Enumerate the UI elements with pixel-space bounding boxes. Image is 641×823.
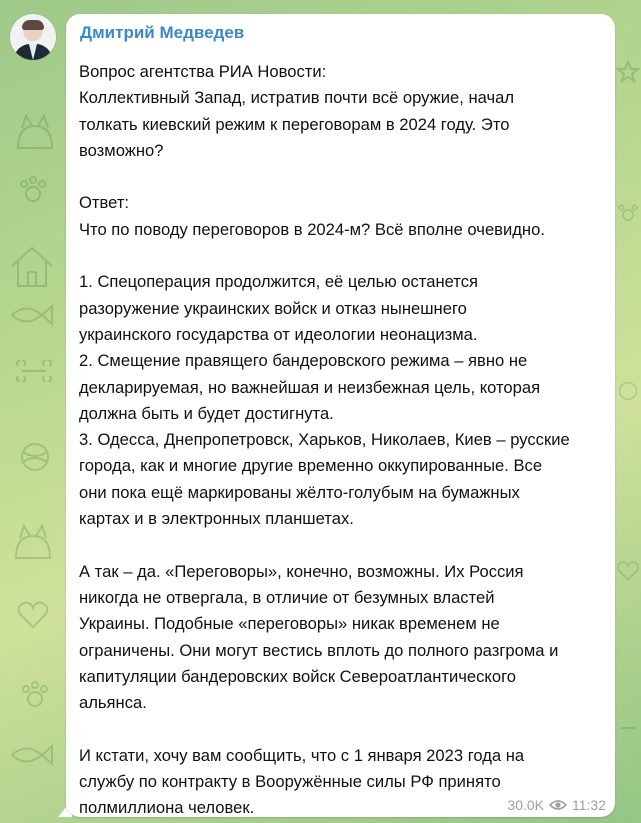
fish-doodle-icon: [8, 740, 56, 770]
message-line: Что по поводу переговоров в 2024-м? Всё вполне очевидно.: [79, 219, 545, 239]
message-line: Ответ:: [79, 193, 130, 213]
message-line: Вопрос агентства РИА Новости:: [79, 62, 327, 81]
message-line: разоружение украинских войск и отказ нынешнего: [79, 298, 467, 318]
message-line: И кстати, хочу вам сообщить, что с 1 января 2023 года на: [79, 745, 525, 765]
message-line: 3. Одесса, Днепропетровск, Харьков, Николаев, Киев – русские: [79, 430, 570, 450]
star-doodle-icon: [616, 60, 640, 84]
cat-doodle-icon: [12, 110, 58, 156]
message-line: [79, 716, 607, 742]
message-line: они пока ещё маркированы жёлто-голубым на бумажных: [79, 482, 520, 502]
message-line: А так – да. «Переговоры», конечно, возможны. Их Россия: [79, 561, 524, 581]
avatar[interactable]: [10, 14, 56, 60]
heart-doodle-icon: [616, 560, 640, 582]
paw-doodle-icon: [20, 680, 50, 710]
author-name[interactable]: Дмитрий Медведев: [80, 23, 245, 42]
message-line: 1. Спецоперация продолжится, её целью останется: [79, 272, 478, 292]
message-meta: [507, 797, 606, 813]
message-line: [79, 532, 607, 558]
message-line: службу по контракту в Вооружённые силы РФ принято: [79, 772, 501, 792]
message-line: Украины. Подобные «переговоры» никак временем не: [79, 614, 500, 634]
ball-doodle-icon: [18, 440, 52, 474]
bone-doodle-icon: [14, 360, 54, 382]
message-line: Коллективный Запад, истратив почти всё оружие, начал: [79, 88, 515, 108]
message-line: города, как и многие другие временно оккупированные. Все: [79, 456, 543, 476]
views-eye-icon: [549, 799, 567, 811]
fish-doodle-icon: [8, 300, 56, 330]
message-line: капитуляции бандеровских войск Североатлантического: [79, 666, 517, 686]
house-doodle-icon: [6, 240, 58, 292]
ball-doodle-icon: [617, 380, 639, 402]
message-line: полмиллиона человек.: [79, 798, 255, 818]
message-line: альянса.: [79, 693, 147, 713]
cat-doodle-icon: [10, 520, 56, 566]
paw-doodle-icon: [18, 175, 48, 205]
message-line: возможно?: [79, 140, 164, 160]
message-bubble[interactable]: [66, 14, 615, 817]
message-time: 11:32: [572, 797, 606, 813]
message-line: должна быть и будет достигнута.: [79, 403, 334, 423]
message-line: [79, 243, 607, 269]
heart-doodle-icon: [16, 600, 50, 630]
avatar-hair: [22, 20, 44, 30]
message-line: декларируемая, но важнейшая и неизбежная цель, которая: [79, 377, 541, 397]
message-line: 2. Смещение правящего бандеровского режима – явно не: [79, 351, 528, 371]
bone-doodle-icon: [616, 720, 640, 736]
paw-doodle-icon: [617, 200, 639, 224]
message-line: толкать киевский режим к переговорам в 2024 году. Это: [79, 114, 510, 134]
message-text: [79, 59, 607, 822]
message-line: [79, 164, 607, 190]
view-count: 30.0K: [507, 797, 544, 813]
message-line: никогда не отвергала, в отличие от безумных властей: [79, 587, 495, 607]
message-line: ограничены. Они могут вестись вплоть до полного разгрома и: [79, 640, 559, 660]
message-line: украинского государства от идеологии неонацизма.: [79, 324, 478, 344]
message-line: картах и в электронных планшетах.: [79, 509, 354, 529]
